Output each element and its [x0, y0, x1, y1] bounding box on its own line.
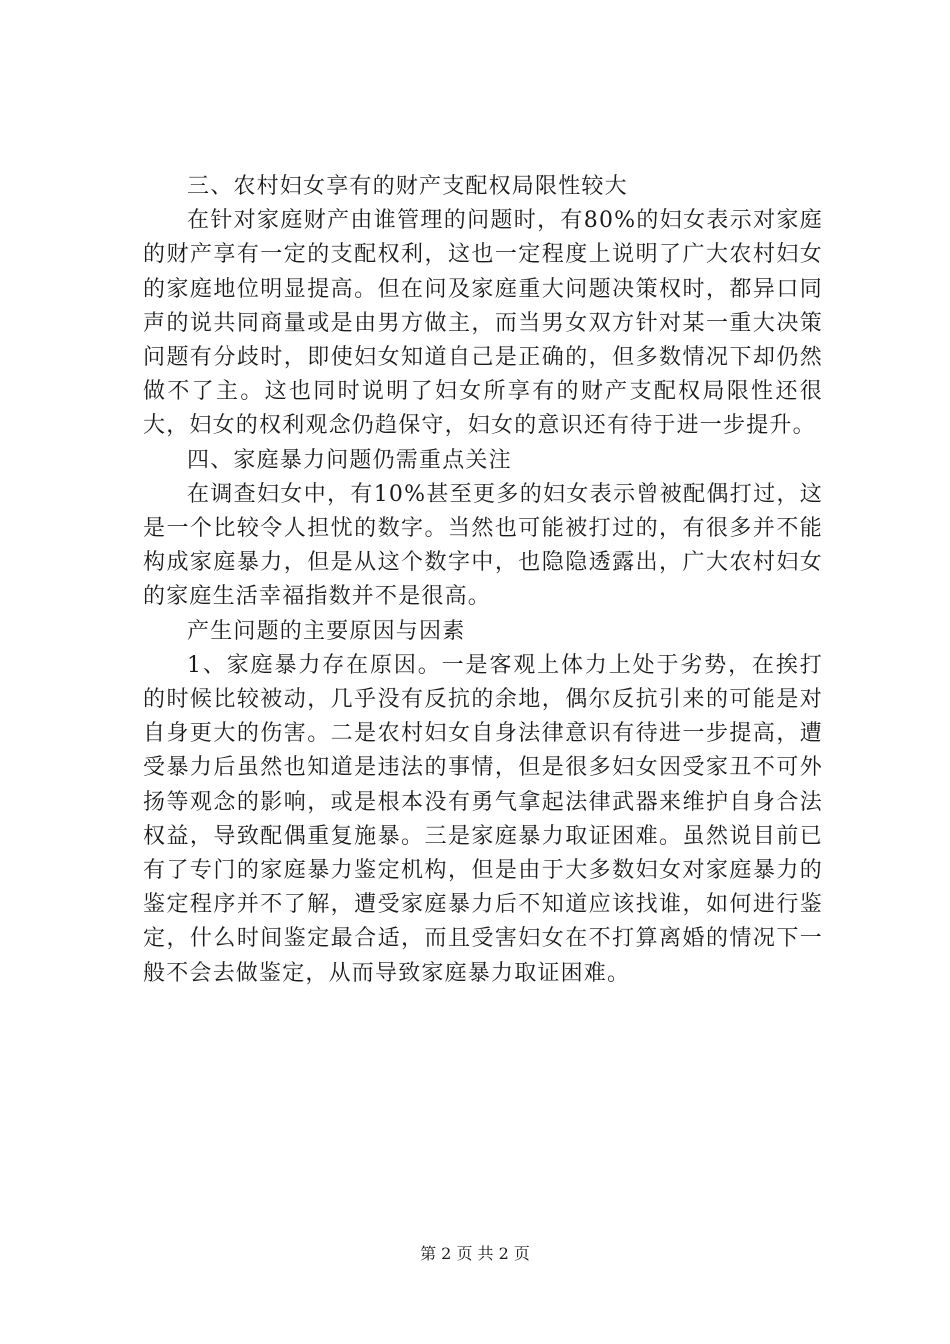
document-body [143, 170, 823, 991]
section-3-paragraph: 在针对家庭财产由谁管理的问题时，有80%的妇女表示对家庭的财产享有一定的支配权利，这也一定程度上说明了广大农村妇女的家庭地位明显提高。但在问及家庭重大问题决策权时，都异口同声的说共同商量或是由男方做主，而当男女双方针对某一重大决策问题有分歧时，即使妇女知道自己是正确的，但多数情况下却仍然做不了主。这也同时说明了妇女所享有的财产支配权局限性还很大，妇女的权利观念仍趋保守，妇女的意识还有待于进一步提升。 [143, 208, 823, 439]
causes-heading: 产生问题的主要原因与因素 [187, 618, 466, 644]
section-3-heading: 三、农村妇女享有的财产支配权局限性较大 [187, 174, 628, 199]
page-number-footer: 第 2 页 共 2 页 [420, 1244, 530, 1263]
section-4-heading: 四、家庭暴力问题仍需重点关注 [187, 447, 512, 473]
cause-1-paragraph: 1、家庭暴力存在原因。一是客观上体力上处于劣势，在挨打的时候比较被动，几乎没有反抗的余地，偶尔反抗引来的可能是对自身更大的伤害。二是农村妇女自身法律意识有待进一步提高，遭受暴力后虽然也知道是违法的事情，但是很多妇女因受家丑不可外扬等观念的影响，或是根本没有勇气拿起法律武器来维护自身合法权益，导致配偶重复施暴。三是家庭暴力取证困难。虽然说目前已有了专门的家庭暴力鉴定机构，但是由于大多数妇女对家庭暴力的鉴定程序并不了解，遭受家庭暴力后不知道应该找谁，如何进行鉴定，什么时间鉴定最合适，而且受害妇女在不打算离婚的情况下一般不会去做鉴定，从而导致家庭暴力取证困难。 [143, 652, 823, 986]
section-4-paragraph: 在调查妇女中，有10%甚至更多的妇女表示曾被配偶打过，这是一个比较令人担忧的数字。当然也可能被打过的，有很多并不能构成家庭暴力，但是从这个数字中，也隐隐透露出，广大农村妇女的家庭生活幸福指数并不是很高。 [143, 481, 823, 610]
